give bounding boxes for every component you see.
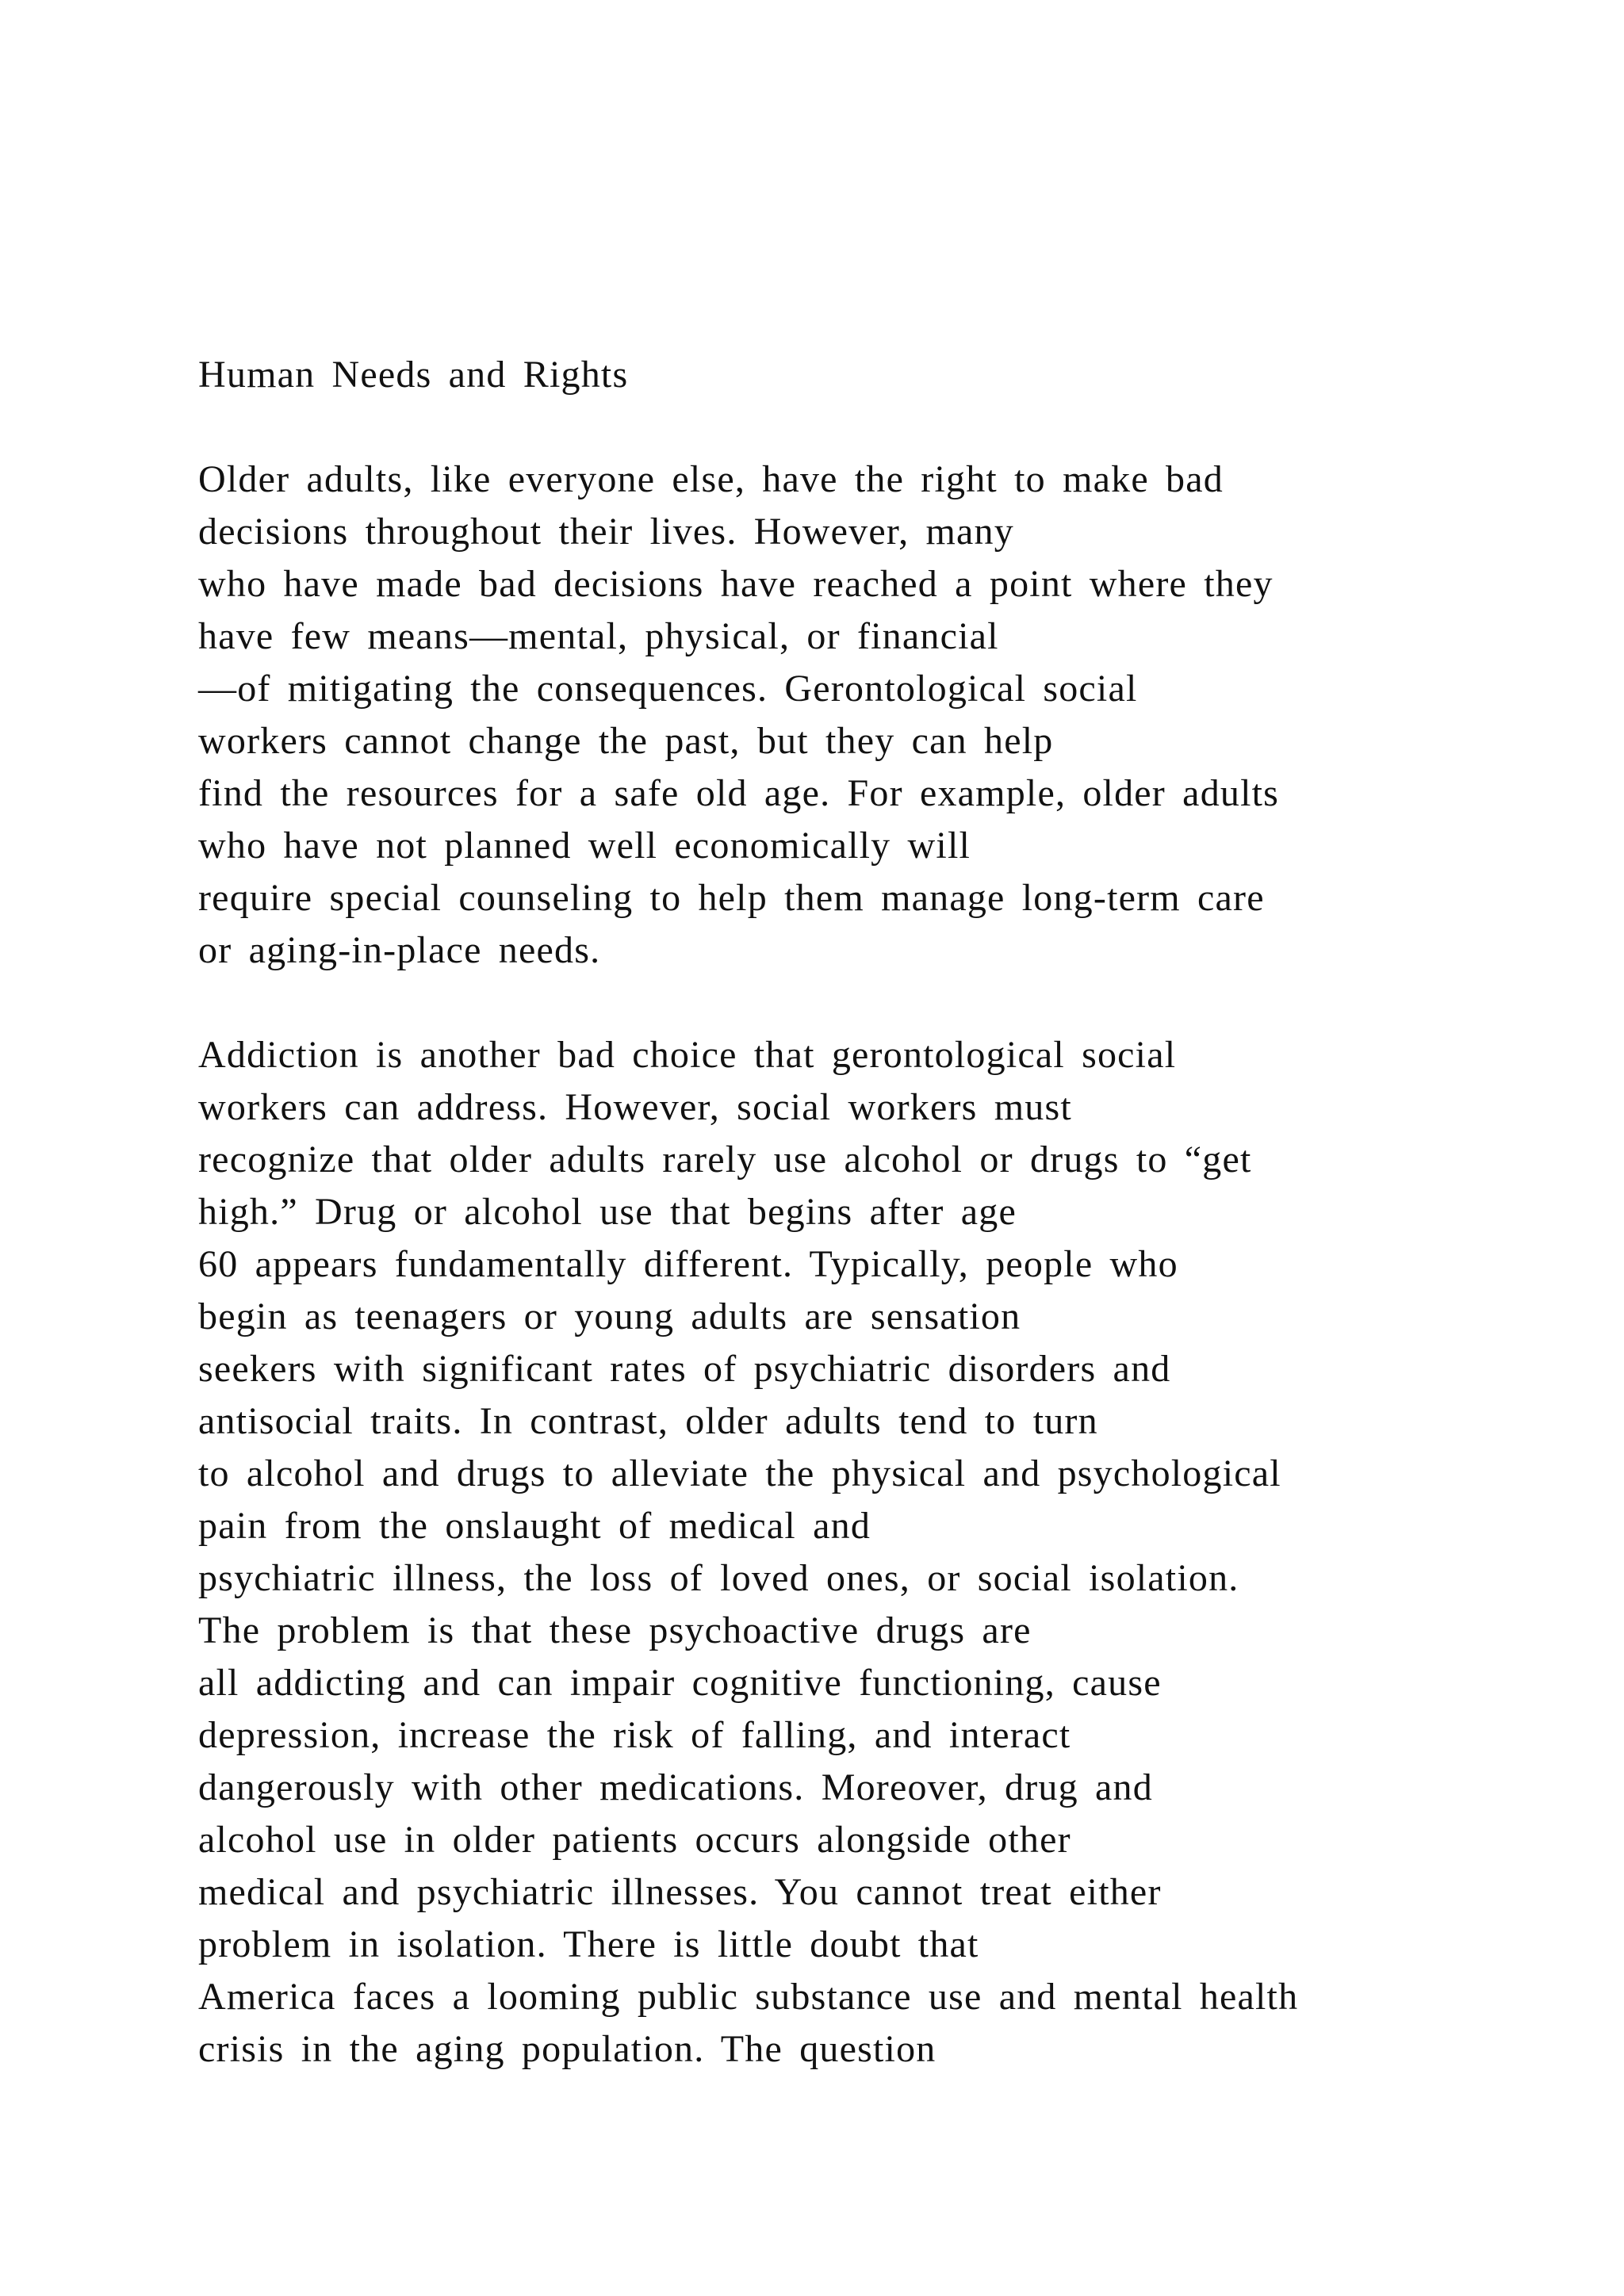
paragraph-1 [198,453,1507,977]
paragraph-line: who have made bad decisions have reached a point where they [198,563,1274,605]
document-title: Human Needs and Rights [198,354,629,396]
paragraph-line: psychiatric illness, the loss of loved ones, or social isolation. [198,1557,1239,1599]
paragraph-line: Older adults, like everyone else, have the right to make bad [198,458,1224,500]
paragraph-line: medical and psychiatric illnesses. You cannot treat either [198,1871,1162,1913]
paragraph-line: who have not planned well economically will [198,825,971,867]
paragraph-line: workers cannot change the past, but they can help [198,720,1054,762]
paragraph-line: begin as teenagers or young adults are sensation [198,1295,1021,1337]
paragraph-line: dangerously with other medications. Moreover, drug and [198,1766,1153,1808]
paragraph-line: 60 appears fundamentally different. Typically, people who [198,1243,1178,1285]
paragraph-line: recognize that older adults rarely use alcohol or drugs to “get [198,1138,1252,1181]
paragraph-line: alcohol use in older patients occurs alongside other [198,1819,1071,1861]
paragraph-spacer [198,977,1507,1029]
paragraph-line: find the resources for a safe old age. For example, older adults [198,772,1280,814]
paragraph-line: pain from the onslaught of medical and [198,1505,871,1547]
document-body [198,349,1507,2076]
paragraph-line: to alcohol and drugs to alleviate the physical and psychological [198,1452,1281,1494]
paragraph-line: decisions throughout their lives. However, many [198,511,1014,553]
paragraph-line: have few means—mental, physical, or financial [198,615,999,657]
paragraph-line: workers can address. However, social workers must [198,1086,1072,1128]
paragraph-line: or aging-in-place needs. [198,929,601,971]
paragraph-2 [198,1029,1507,2076]
paragraph-line: high.” Drug or alcohol use that begins after age [198,1191,1017,1233]
paragraph-line: all addicting and can impair cognitive functioning, cause [198,1662,1162,1704]
paragraph-spacer [198,401,1507,453]
paragraph-line: problem in isolation. There is little doubt that [198,1923,979,1965]
paragraph-line: crisis in the aging population. The question [198,2028,936,2070]
paragraph-line: seekers with significant rates of psychiatric disorders and [198,1348,1171,1390]
paragraph-line: depression, increase the risk of falling, and interact [198,1714,1071,1756]
paragraph-line: require special counseling to help them manage long-term care [198,877,1265,919]
paragraph-line: America faces a looming public substance use and mental health [198,1976,1299,2018]
paragraph-line: antisocial traits. In contrast, older adults tend to turn [198,1400,1098,1442]
paragraph-line: Addiction is another bad choice that gerontological social [198,1034,1177,1076]
paragraph-line: The problem is that these psychoactive drugs are [198,1609,1032,1651]
paragraph-line: —of mitigating the consequences. Gerontological social [198,668,1138,710]
